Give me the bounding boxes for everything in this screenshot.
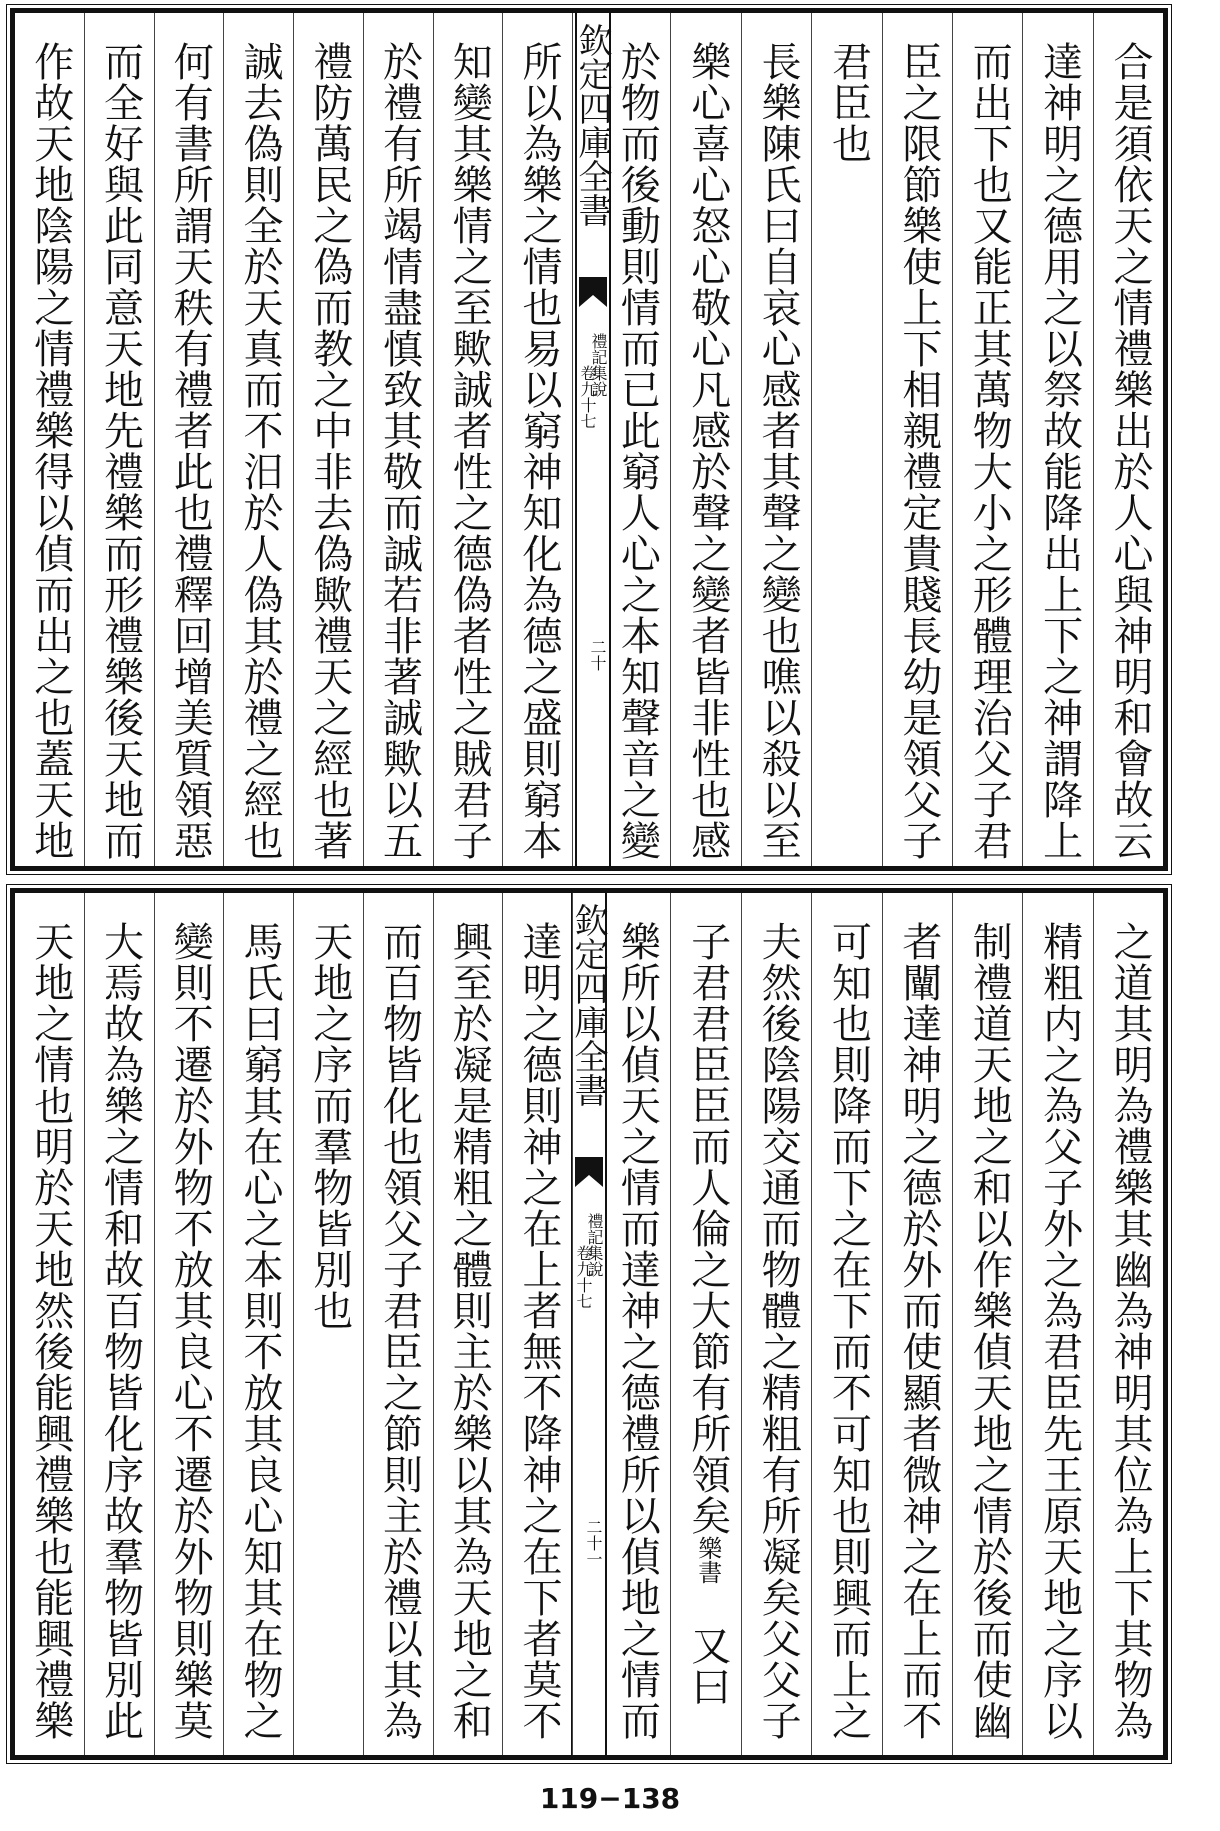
- book-subtitle: 禮記集說: [589, 333, 608, 397]
- book-title: 欽定四庫全書: [572, 23, 612, 227]
- page-number: 二十: [588, 639, 607, 671]
- text-column: 何有書所謂天秩有禮者此也禮釋回增美質領惡: [155, 13, 225, 866]
- text-column: 而百物皆化也領父子君臣之節則主於禮以其為: [364, 893, 434, 1755]
- text-column: 變則不遷於外物不放其良心不遷於外物則樂莫: [155, 893, 225, 1755]
- text-column: 於物而後動則情而已此窮人心之本知聲音之變: [601, 13, 671, 866]
- text-column: 之道其明為禮樂其幽為神明其位為上下其物為: [1107, 921, 1153, 1741]
- text-column: 者闡達神明之德於外而使顯者微神之在上而不: [883, 893, 953, 1755]
- text-column: 於禮有所竭情盡慎致其敬而誠若非著誠歟以五: [364, 13, 434, 866]
- text-column: 樂心喜心怒心敬心凡感於聲之變者皆非性也感: [671, 13, 741, 866]
- bottom-right-half: [601, 893, 1163, 1755]
- top-page: [10, 8, 1168, 871]
- text-column: 知變其樂情之至歟誠者性之德偽者性之賊君子: [434, 13, 504, 866]
- text-column: 誠去偽則全於天真而不汨於人偽其於禮之經也: [224, 13, 294, 866]
- top-left-half: [15, 13, 573, 866]
- volume-label: 卷九十七: [578, 365, 597, 429]
- text-column: 樂所以偵天之情而達神之德禮所以偵地之情而: [601, 893, 671, 1755]
- text-column: 臣之限節樂使上下相親禮定貴賤長幼是領父子: [883, 13, 953, 866]
- text-column: 精粗内之為父子外之為君臣先王原天地之序以: [1023, 893, 1093, 1755]
- column-text: 子君君臣臣而人倫之大節有所領矣: [684, 921, 731, 1536]
- fishtail-mark-icon: [575, 1157, 603, 1187]
- source-note: 樂書: [693, 1536, 722, 1584]
- text-column: 所以為樂之情也易以窮神知化為德之盛則窮本: [503, 13, 573, 866]
- top-right-half: [601, 13, 1163, 866]
- text-column: 可知也則降而下之在下而不可知也則興而上之: [812, 893, 882, 1755]
- text-column: 作故天地陰陽之情禮樂得以偵而出之也蓋天地: [15, 13, 85, 866]
- text-column: 禮防萬民之偽而教之中非去偽歟禮天之經也著: [294, 13, 364, 866]
- volume-label: 卷九十七: [574, 1245, 593, 1309]
- text-column: 達神明之德用之以祭故能降出上下之神謂降上: [1023, 13, 1093, 866]
- column-tail: 又曰: [684, 1625, 731, 1707]
- page-footer-number: 119−138: [539, 1782, 681, 1815]
- text-column: 天地之序而羣物皆別也: [294, 893, 364, 1755]
- text-column: 興至於凝是精粗之體則主於樂以其為天地之和: [434, 893, 504, 1755]
- text-column: 長樂陳氏曰自哀心感者其聲之變也噍以殺以至: [742, 13, 812, 866]
- text-column: [671, 893, 741, 1755]
- text-column: 夫然後陰陽交通而物體之精粗有所凝矣父父子: [742, 893, 812, 1755]
- text-column: 合是須依天之情禮樂出於人心與神明和會故云: [1107, 41, 1153, 861]
- bottom-left-half: [15, 893, 573, 1755]
- text-column: 天地之情也明於天地然後能興禮樂也能興禮樂: [15, 893, 85, 1755]
- text-column: 達明之德則神之在上者無不降神之在下者莫不: [503, 893, 573, 1755]
- center-spine: [572, 13, 612, 866]
- book-subtitle: 禮記集說: [585, 1213, 604, 1277]
- text-column: 大焉故為樂之情和故百物皆化序故羣物皆別此: [85, 893, 155, 1755]
- bottom-page: [10, 888, 1168, 1760]
- book-title: 欽定四庫全書: [568, 903, 608, 1107]
- text-column: 馬氏曰窮其在心之本則不放其良心知其在物之: [224, 893, 294, 1755]
- center-spine: [568, 893, 608, 1755]
- text-column: 君臣也: [812, 13, 882, 866]
- text-column: 制禮道天地之和以作樂偵天地之情於後而使幽: [953, 893, 1023, 1755]
- text-column: 而全好與此同意天地先禮樂而形禮樂後天地而: [85, 13, 155, 866]
- text-column: 而出下也又能正其萬物大小之形體理治父子君: [953, 13, 1023, 866]
- fishtail-mark-icon: [579, 277, 607, 307]
- page-number: 二十一: [584, 1519, 603, 1567]
